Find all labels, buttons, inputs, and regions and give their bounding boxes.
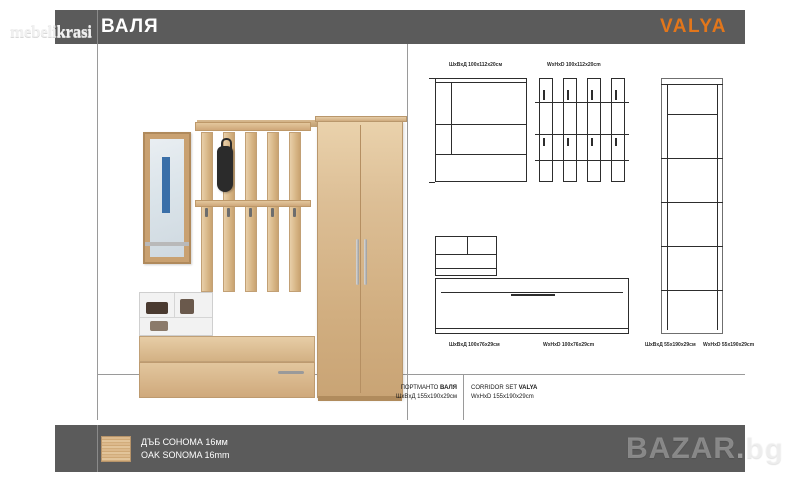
caption-item-name: ВАЛЯ: [440, 385, 457, 391]
caption-set-dims: WxHxD 155x190x29cm: [471, 394, 534, 400]
open-shelf: [139, 292, 213, 336]
coat-hook-icon: [293, 208, 296, 217]
tech-cabinet-top: [435, 236, 497, 276]
wardrobe-unit: [317, 120, 403, 398]
caption-set-name: VALYA: [518, 385, 538, 391]
shelf-item: [180, 299, 194, 314]
coat-hook-icon: [205, 208, 208, 217]
tech-line: [667, 114, 717, 115]
mirror-glass: [150, 139, 184, 257]
caption-set-prefix: CORRIDOR SET: [471, 385, 519, 391]
watermark-bazar: [626, 432, 784, 466]
header-divider: [97, 10, 98, 44]
shoe-bench-unit: [139, 292, 315, 398]
page-title-cyrillic: ВАЛЯ: [101, 16, 159, 37]
tech-slat: [563, 78, 577, 182]
tech-bench-handle: [511, 294, 555, 296]
hanging-coat: [217, 146, 233, 192]
tech-hook: [591, 90, 593, 100]
watermark-bazar-text: BAZAR: [626, 432, 736, 465]
tech-hook: [615, 138, 617, 146]
tech-line: [661, 202, 723, 203]
caption-item-prefix: ПОРТМАНТО: [400, 385, 441, 391]
tech-line: [467, 236, 468, 254]
tech-hook: [543, 90, 545, 100]
tech-line: [535, 102, 629, 103]
tech-tick: [429, 182, 435, 183]
coat-hook-icon: [249, 208, 252, 217]
tech-slat: [587, 78, 601, 182]
dim-label-bench-cyr: ШxВxД 100x76x29см: [449, 342, 500, 348]
tech-hook: [567, 138, 569, 146]
shelf-item: [150, 321, 168, 331]
watermark-mebelikrasi: mebelikrasi: [10, 22, 92, 41]
tech-panel-front: [435, 78, 527, 182]
tech-line: [661, 290, 723, 291]
tech-line: [451, 82, 452, 154]
tech-line: [435, 268, 497, 269]
wardrobe-top: [315, 116, 407, 122]
tech-hook: [591, 138, 593, 146]
page-header: [55, 10, 745, 44]
hanger-panel: [197, 122, 309, 292]
caption-set-lat: [471, 384, 537, 402]
shelf-vertical-divider: [174, 293, 175, 317]
panel-rail-middle: [195, 200, 311, 207]
bench-handle: [278, 371, 304, 374]
tech-line: [661, 84, 723, 85]
tech-line: [435, 154, 527, 155]
tech-line: [717, 84, 718, 330]
tech-line: [535, 134, 629, 135]
caption-item-cyr: [317, 384, 457, 402]
tech-line: [661, 158, 723, 159]
watermark-bazar-suffix: .bg: [736, 432, 784, 465]
wardrobe-handle-left: [356, 239, 359, 285]
bench-drawer: [139, 336, 315, 362]
wardrobe-handle-right: [364, 239, 367, 285]
shelf-item: [146, 302, 168, 314]
wardrobe-door-seam: [360, 125, 361, 393]
tech-slat: [611, 78, 625, 182]
product-canvas: [55, 44, 755, 420]
tech-line: [535, 160, 629, 161]
footer-divider: [97, 425, 98, 472]
mirror-unit: [143, 132, 191, 264]
shelf-divider: [140, 317, 212, 318]
mirror-shelf: [145, 242, 189, 246]
tech-line: [667, 84, 668, 330]
divider-photo-tech: [407, 44, 408, 420]
material-text: [141, 436, 230, 462]
tech-line: [441, 292, 623, 293]
tech-wardrobe-elevation: [661, 78, 723, 334]
tech-line: [435, 254, 497, 255]
caption-item-dims: ШxВxД 155x190x29см: [395, 394, 457, 400]
page-title-latin: VALYA: [660, 16, 727, 37]
dim-label-panel-lat: WxHxD 100x112x20cm: [547, 62, 601, 68]
tech-hook: [543, 138, 545, 146]
bench-door: [139, 362, 315, 398]
tech-bench-front: [435, 278, 629, 334]
panel-rail-top: [195, 122, 311, 131]
technical-drawings: [415, 62, 755, 412]
tech-line: [435, 124, 527, 125]
dim-label-wardrobe-cyr: ШxВxД 55x190x29см: [645, 342, 696, 348]
material-swatch-oak-sonoma: [101, 436, 131, 462]
tech-line: [661, 246, 723, 247]
tech-line: [435, 328, 629, 329]
material-name-cyr: ДЪБ СОНОМА 16мм: [141, 436, 228, 447]
product-photo: [95, 80, 395, 380]
tech-tick: [429, 78, 435, 79]
coat-hook-icon: [271, 208, 274, 217]
tech-slat: [539, 78, 553, 182]
material-name-lat: OAK SONOMA 16mm: [141, 449, 230, 460]
dim-label-panel-cyr: ШxВxД 100x112x20см: [449, 62, 503, 68]
dim-label-bench-lat: WxHxD 100x76x29cm: [543, 342, 595, 348]
tech-line: [435, 82, 527, 83]
coat-hook-icon: [227, 208, 230, 217]
mirror-reflection: [162, 157, 170, 213]
tech-hook: [567, 90, 569, 100]
tech-hook: [615, 90, 617, 100]
dim-label-wardrobe-lat: WxHxD 55x190x29cm: [703, 342, 755, 348]
